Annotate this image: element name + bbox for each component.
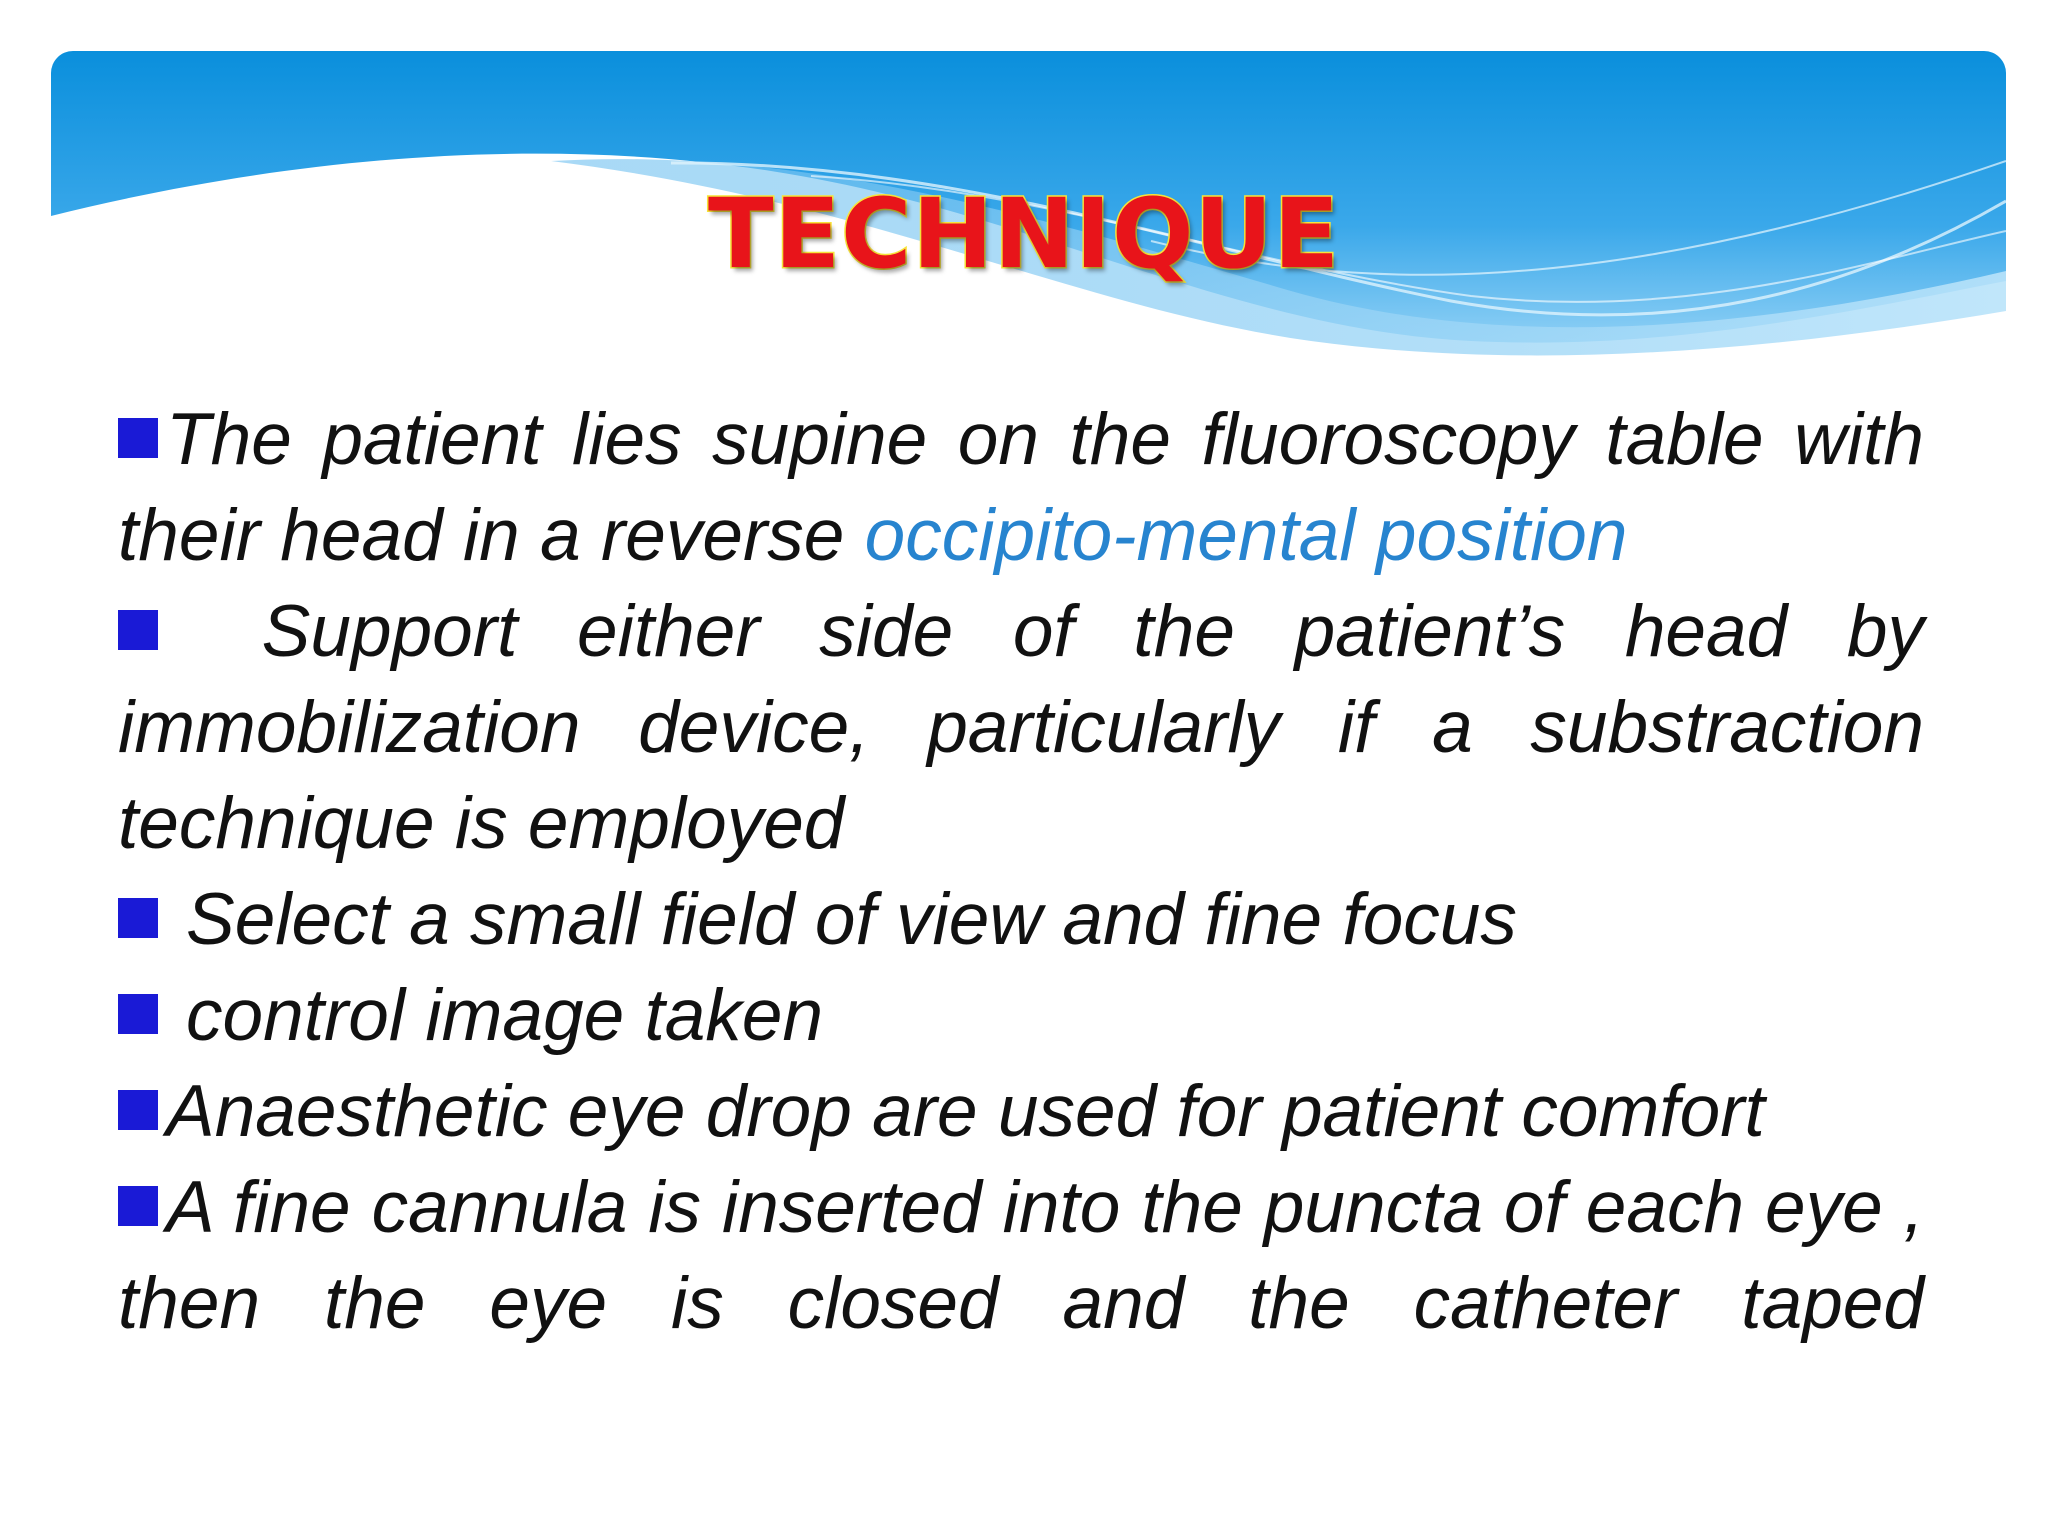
list-item [118,584,1924,872]
bullet-text: Anaesthetic eye drop are used for patient comfort [166,1071,1765,1152]
slide-title: TECHNIQUE [707,178,1341,290]
highlighted-term: occipito-mental position [864,495,1628,576]
bullet-text: A fine cannula is inserted into the puncta of each eye , then the eye is closed and the catheter taped [118,1167,1924,1344]
square-bullet-icon [118,1186,158,1226]
list-item [118,392,1924,584]
list-item [118,872,1924,968]
square-bullet-icon [118,610,158,650]
list-item [118,1160,1924,1352]
bullet-text: Select a small field of view and fine focus [186,879,1517,960]
list-item [118,1064,1924,1160]
bullet-list [118,392,1924,1352]
square-bullet-icon [118,898,158,938]
square-bullet-icon [118,994,158,1034]
square-bullet-icon [118,1090,158,1130]
bullet-text: Support either side of the patient’s head by immobilization device, particularly if a substraction technique is employed [118,591,1924,864]
bullet-text: control image taken [186,975,824,1056]
list-item [118,968,1924,1064]
square-bullet-icon [118,418,158,458]
bullet-text: The patient lies supine on the fluoroscopy table with their head in a reverse [118,399,1924,576]
